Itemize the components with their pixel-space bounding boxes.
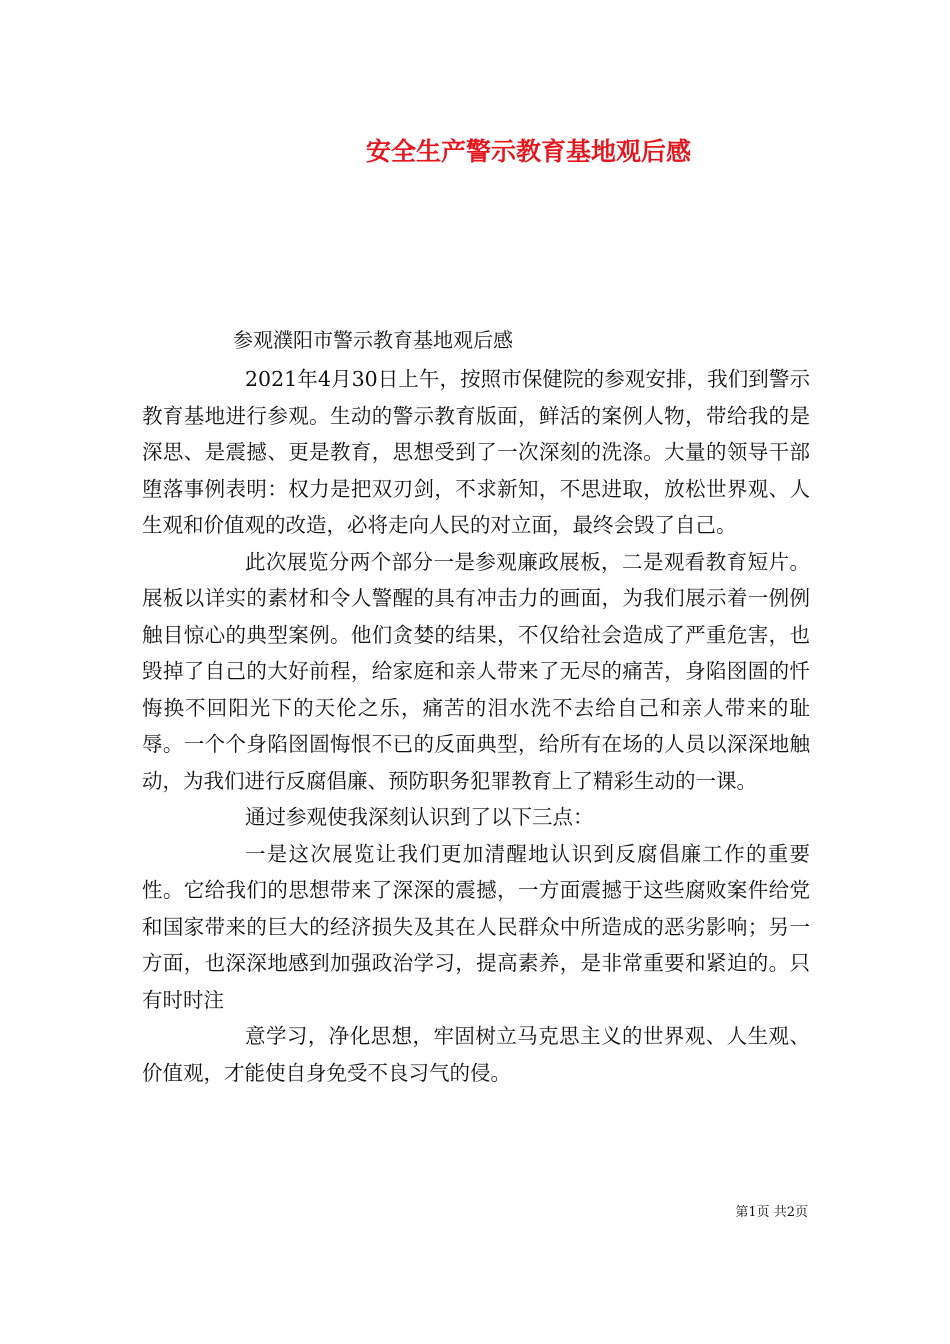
document-body xyxy=(142,361,810,1091)
paragraph: 此次展览分两个部分一是参观廉政展板，二是观看教育短片。展板以详实的素材和令人警醒的具有冲击力的画面，为我们展示着一例例触目惊心的典型案例。他们贪婪的结果，不仅给社会造成了严重危害，也毁掉了自己的大好前程，给家庭和亲人带来了无尽的痛苦，身陷囹圄的忏悔换不回阳光下的天伦之乐，痛苦的泪水洗不去给自己和亲人带来的耻辱。一个个身陷囹圄悔恨不已的反面典型，给所有在场的人员以深深地触动，为我们进行反腐倡廉、预防职务犯罪教育上了精彩生动的一课。 xyxy=(142,549,810,793)
paragraph: 一是这次展览让我们更加清醒地认识到反腐倡廉工作的重要性。它给我们的思想带来了深深的震撼，一方面震撼于这些腐败案件给党和国家带来的巨大的经济损失及其在人民群众中所造成的恶劣影响；另一方面，也深深地感到加强政治学习，提高素养，是非常重要和紧迫的。只有时时注 xyxy=(142,841,810,1012)
page-number-footer: 第1页 共2页 xyxy=(735,1205,808,1220)
document-subhead: 参观濮阳市警示教育基地观后感 xyxy=(233,328,513,352)
document-title: 安全生产警示教育基地观后感 xyxy=(365,137,691,166)
paragraph: 2021年4月30日上午，按照市保健院的参观安排，我们到警示教育基地进行参观。生动的警示教育版面，鲜活的案例人物，带给我的是深思、是震撼、更是教育，思想受到了一次深刻的洗涤。大量的领导干部堕落事例表明：权力是把双刃剑，不求新知，不思进取，放松世界观、人生观和价值观的改造，必将走向人民的对立面，最终会毁了自己。 xyxy=(142,367,810,537)
paragraph: 意学习，净化思想，牢固树立马克思主义的世界观、人生观、价值观，才能使自身免受不良习气的侵。 xyxy=(142,1024,810,1085)
paragraph: 通过参观使我深刻认识到了以下三点： xyxy=(245,805,594,829)
